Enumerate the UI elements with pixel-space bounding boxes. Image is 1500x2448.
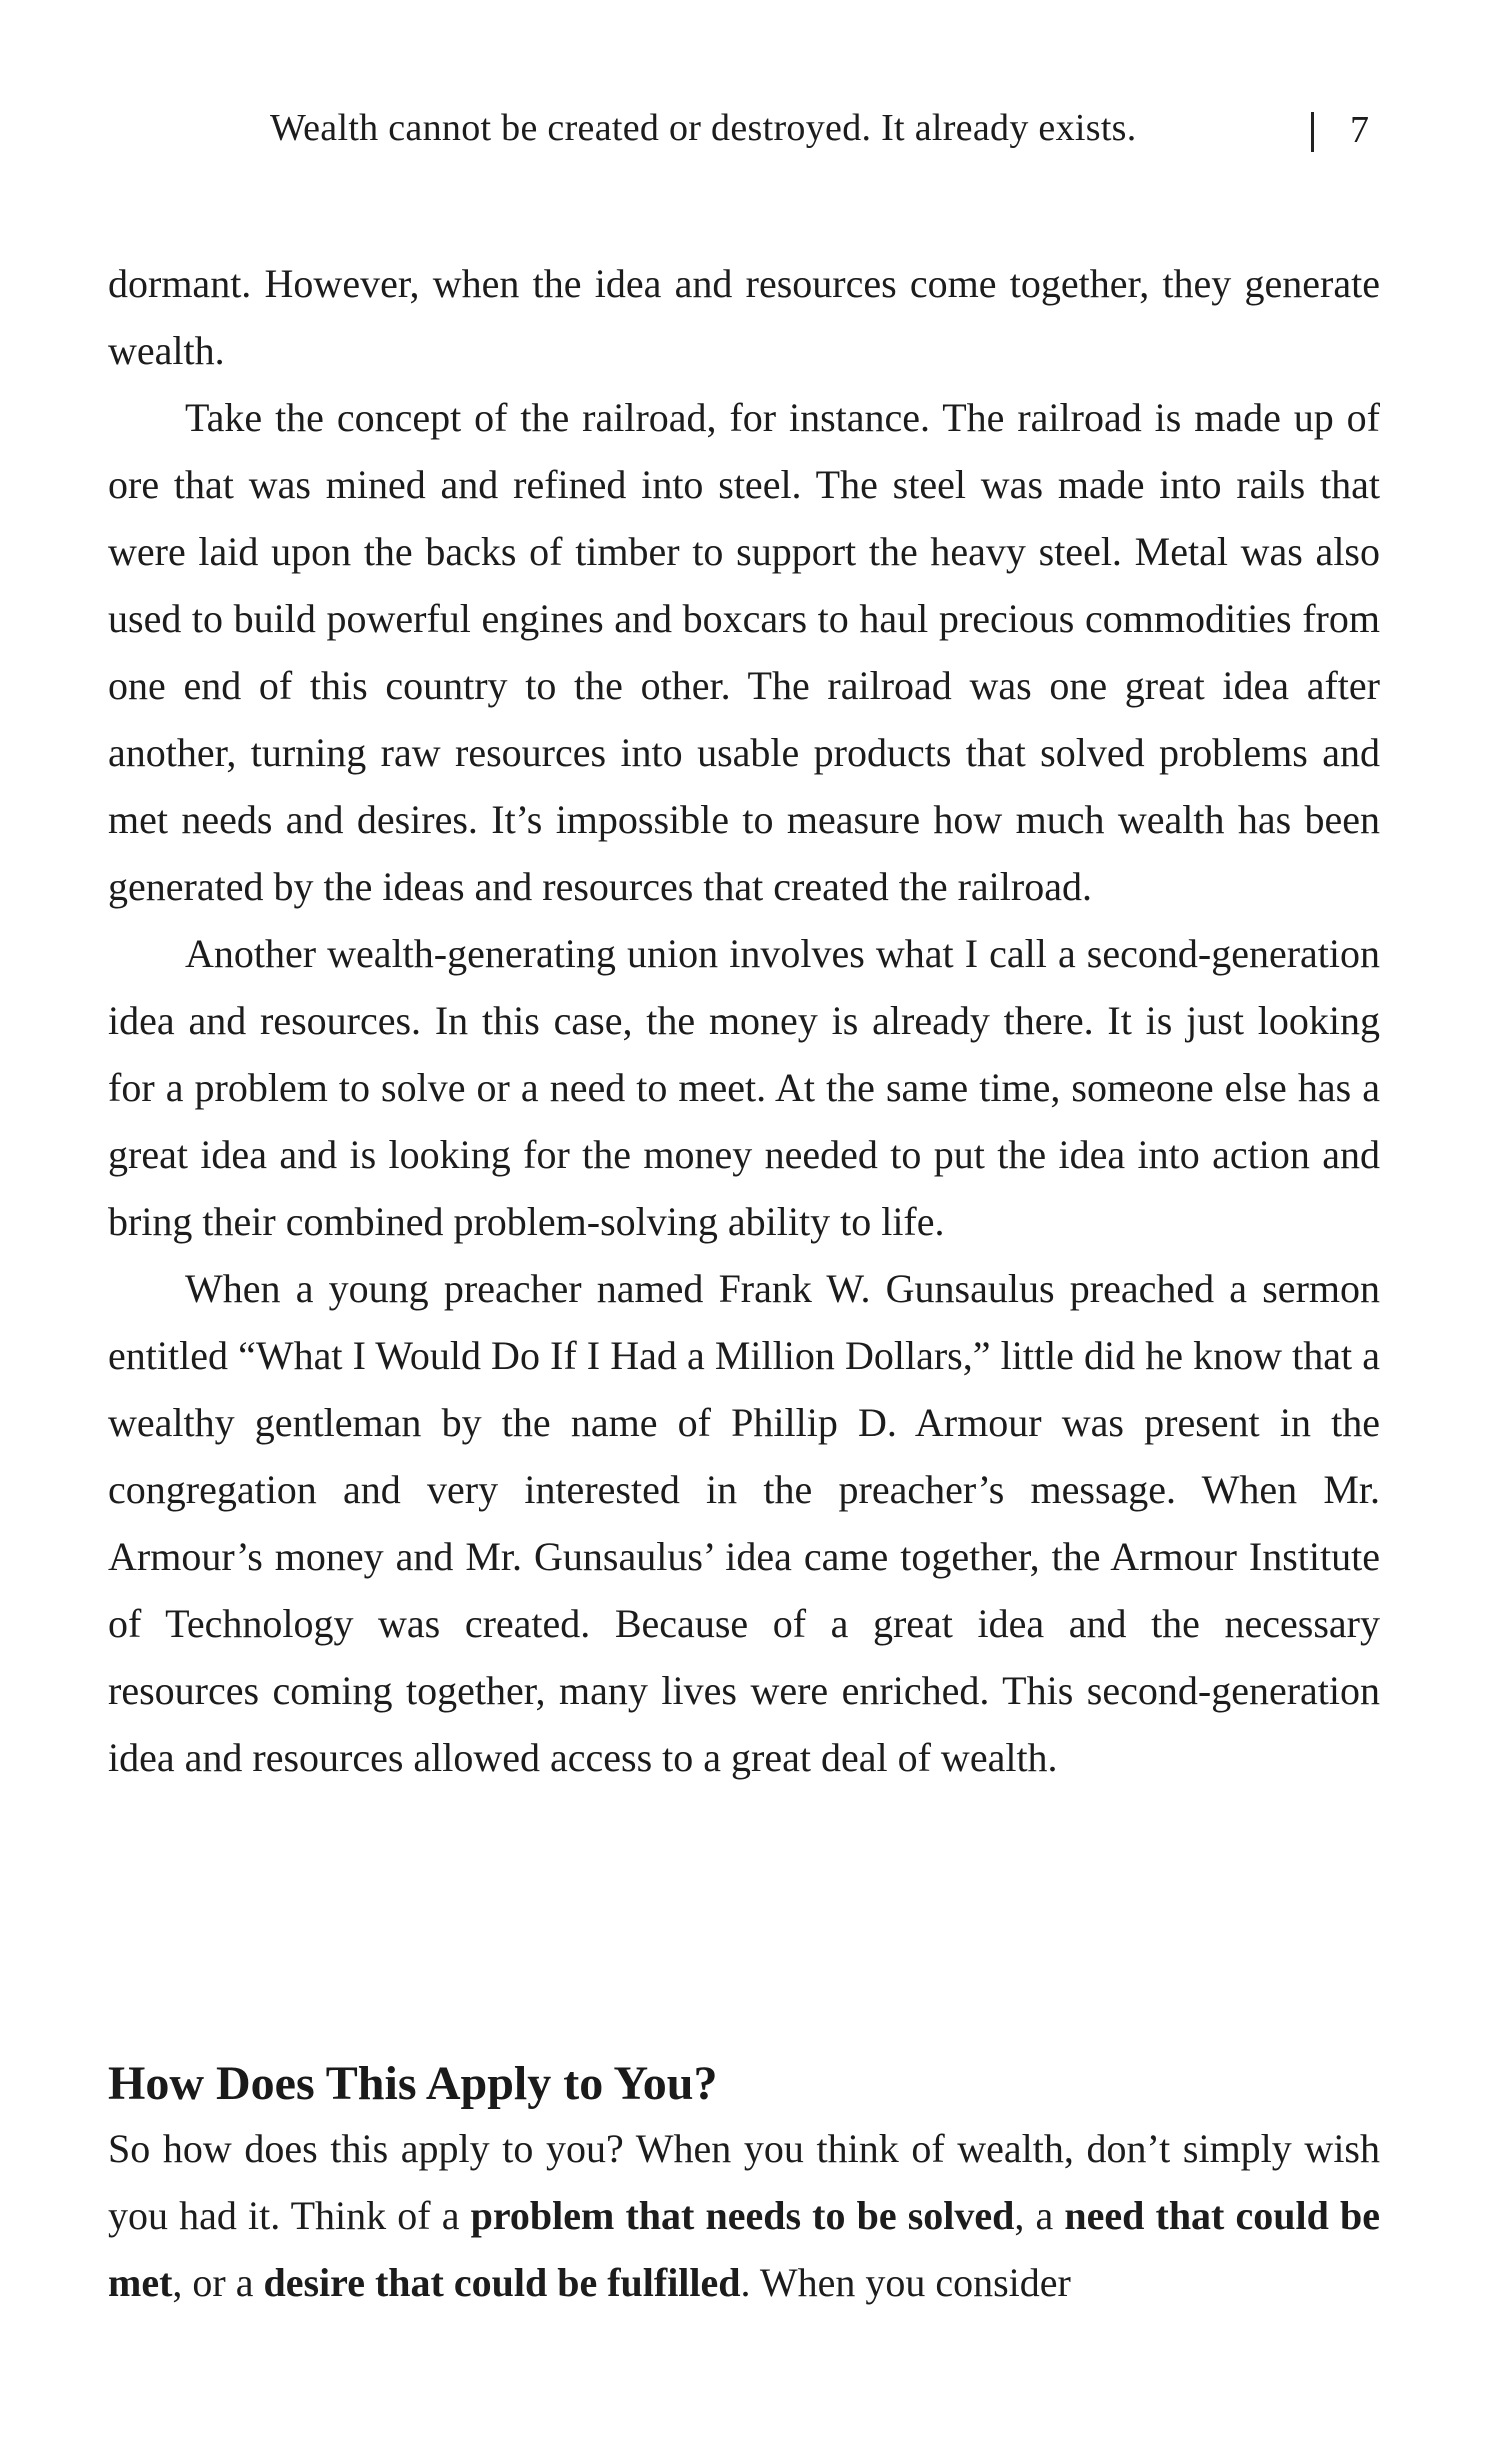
header-separator bbox=[1311, 112, 1314, 152]
bold-phrase: desire that could be fulfilled bbox=[263, 2260, 741, 2305]
paragraph: Another wealth-generating union involves what I call a second-generation idea and resources. In this case, the money is already there. It is just looking for a problem to solve or a need to meet. At the same time, someone else has a great idea and is looking for the money needed to put the idea into action and bring their combined problem-solving ability to life. bbox=[108, 931, 1380, 1244]
running-title: Wealth cannot be created or destroyed. It already exists. bbox=[270, 107, 1137, 149]
section-text-segment: , or a bbox=[172, 2260, 264, 2305]
page-number: 7 bbox=[1350, 109, 1370, 151]
section-text-segment: , a bbox=[1014, 2193, 1065, 2238]
section-text-segment: . When you consider bbox=[740, 2260, 1071, 2305]
running-header bbox=[240, 98, 1390, 158]
paragraph: Take the concept of the railroad, for instance. The railroad is made up of ore that was mined and refined into steel. The steel was made into rails that were laid upon the backs of timber to support the heavy steel. Metal was also used to build powerful engines and boxcars to haul precious commodities from one end of this country to the other. The railroad was one great idea after another, turning raw resources into usable products that solved problems and met needs and desires. It’s impossible to measure how much wealth has been generated by the ideas and resources that created the railroad. bbox=[108, 395, 1380, 909]
body-text bbox=[108, 250, 1380, 1791]
section-paragraph bbox=[108, 2115, 1380, 2316]
bold-phrase: need that could be met bbox=[108, 2193, 1380, 2305]
bold-phrase: problem that needs to be solved bbox=[470, 2193, 1015, 2238]
paragraph: dormant. However, when the idea and resources come together, they generate wealth. bbox=[108, 261, 1380, 373]
paragraph: When a young preacher named Frank W. Gunsaulus preached a sermon entitled “What I Would Do If I Had a Million Dollars,” little did he know that a wealthy gentleman by the name of Phillip D. Armour was present in the congregation and very interested in the preacher’s message. When Mr. Armour’s money and Mr. Gunsaulus’ idea came together, the Armour Institute of Technology was created. Because of a great idea and the necessary resources coming together, many lives were enriched. This second-generation idea and resources allowed access to a great deal of wealth. bbox=[108, 1266, 1380, 1780]
section-text-segment: So how does this apply to you? When you think of wealth, don’t simply wish you had it. Think of a bbox=[108, 2126, 1380, 2238]
section-heading: How Does This Apply to You? bbox=[108, 2057, 718, 2110]
